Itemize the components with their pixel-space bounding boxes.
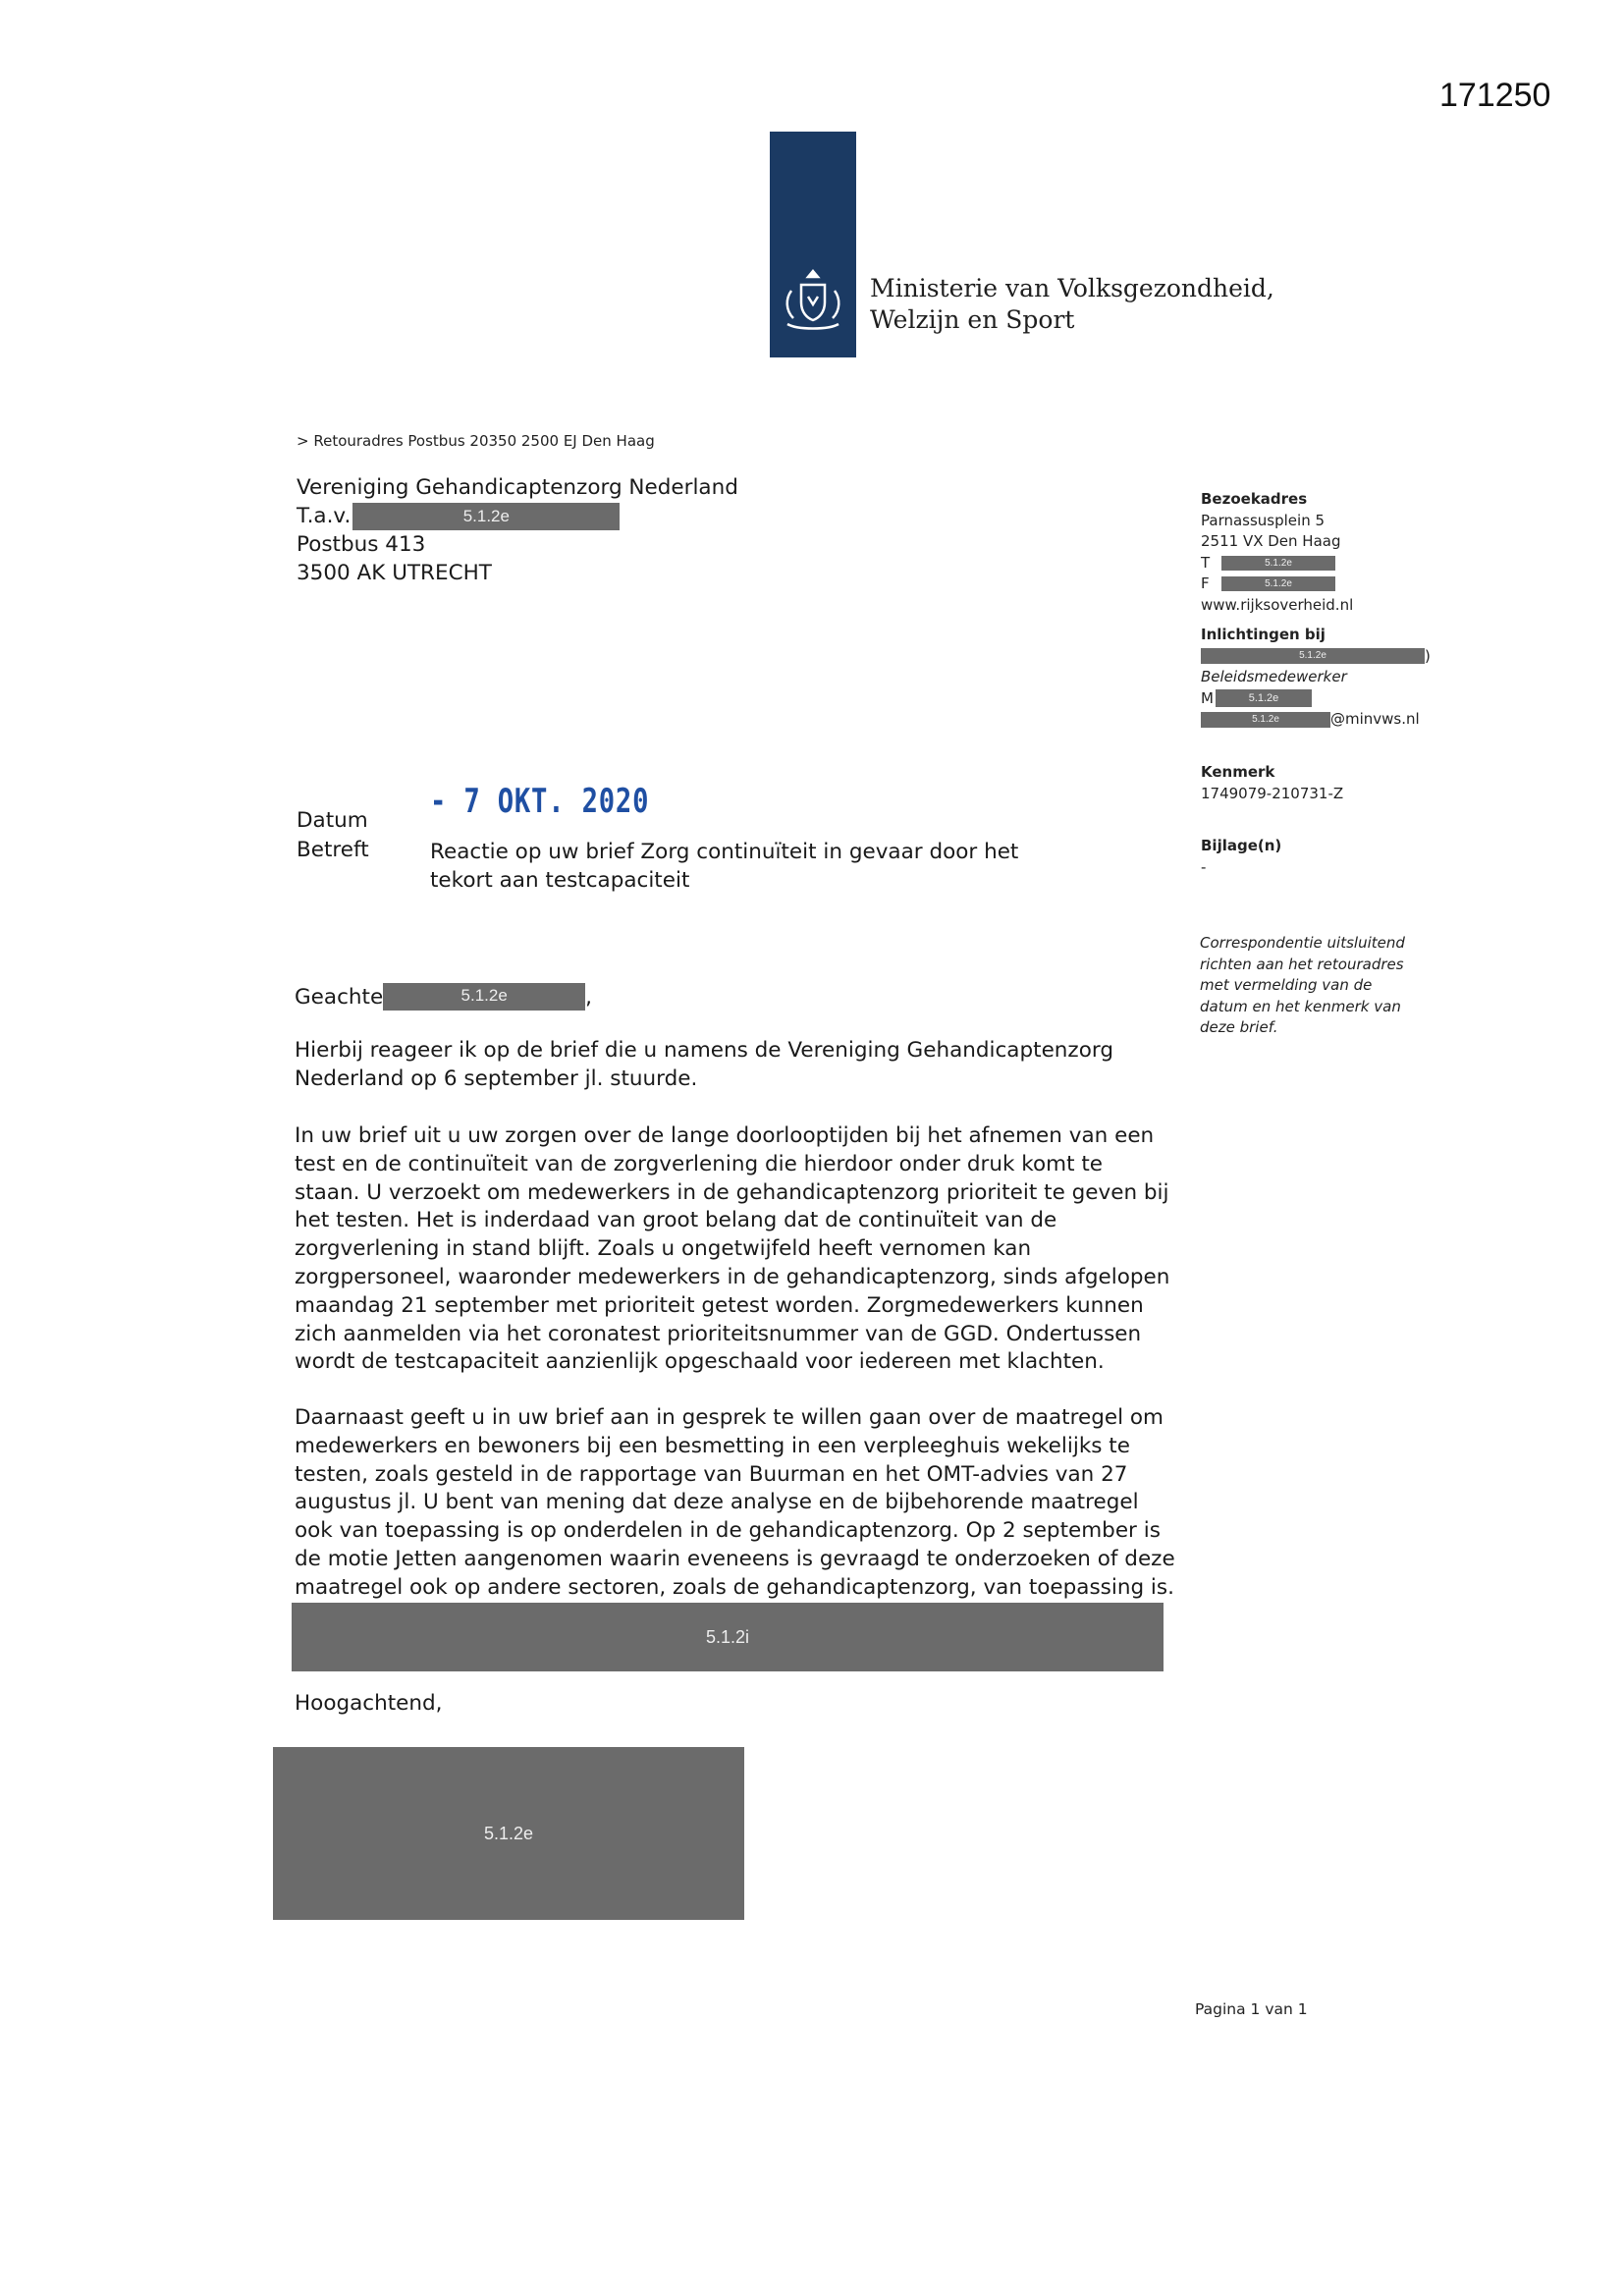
- paragraph-line: de motie Jetten aangenomen waarin eveneens is gevraagd te onderzoeken of deze: [295, 1546, 1175, 1571]
- signature-redaction: 5.1.2e: [273, 1747, 744, 1920]
- paragraph-line: Nederland op 6 september jl. stuurde.: [295, 1066, 698, 1091]
- page-number: Pagina 1 van 1: [1195, 2000, 1308, 2018]
- paragraph-2: [295, 1122, 1178, 1377]
- sidebar-reference: [1201, 762, 1343, 804]
- correspondence-line: met vermelding van de: [1200, 976, 1373, 994]
- salutation-redaction: 5.1.2e: [383, 983, 585, 1011]
- mobile-row: [1201, 688, 1431, 710]
- paragraph-line: maandag 21 september met prioriteit getest worden. Zorgmedewerkers kunnen: [295, 1292, 1144, 1318]
- tav-redaction: 5.1.2e: [352, 503, 620, 530]
- document-number: 171250: [1439, 77, 1551, 114]
- paragraph-line: augustus jl. U bent van mening dat deze analyse en de bijbehorende maatregel: [295, 1490, 1139, 1515]
- info-name-redaction: 5.1.2e: [1201, 648, 1425, 664]
- correspondence-line: richten aan het retouradres: [1200, 955, 1404, 973]
- paragraph-line: zorgpersoneel, waaronder medewerkers in de gehandicaptenzorg, sinds afgelopen: [295, 1264, 1170, 1289]
- correspondence-line: Correspondentie uitsluitend: [1200, 934, 1405, 952]
- ministry-name-line1: Ministerie van Volksgezondheid,: [870, 274, 1274, 302]
- phone-label: T: [1201, 553, 1211, 572]
- paragraph-line: ook van toepassing is op onderdelen in de gehandicaptenzorg. Op 2 september is: [295, 1518, 1161, 1544]
- subject-line2: tekort aan testcapaciteit: [430, 868, 690, 893]
- paragraph-1: [295, 1037, 1178, 1094]
- visit-title: Bezoekadres: [1201, 490, 1308, 508]
- mobile-label: M: [1201, 688, 1214, 707]
- date-label: Datum: [297, 808, 368, 833]
- paragraph-line: test en de continuïteit van de zorgverlening die hierdoor onder druk komt te: [295, 1151, 1103, 1176]
- fax-redaction: 5.1.2e: [1221, 576, 1335, 591]
- ref-title: Kenmerk: [1201, 763, 1275, 781]
- closing: Hoogachtend,: [295, 1691, 443, 1716]
- recipient-line4: 3500 AK UTRECHT: [297, 561, 492, 585]
- paragraph-line: het testen. Het is inderdaad van groot belang dat de continuïteit van de: [295, 1208, 1057, 1233]
- recipient-address: [297, 473, 738, 587]
- attach-value: -: [1201, 857, 1207, 876]
- crest-icon: [776, 263, 850, 338]
- salutation: [295, 983, 592, 1011]
- visit-line2: 2511 VX Den Haag: [1201, 532, 1341, 550]
- paragraph-3: [295, 1404, 1178, 1603]
- salutation-text: Geachte: [295, 984, 384, 1010]
- info-name-row: [1201, 646, 1431, 668]
- fax-row: [1201, 574, 1353, 595]
- attach-title: Bijlage(n): [1201, 837, 1282, 854]
- paragraph-line: Hierbij reageer ik op de brief die u namens de Vereniging Gehandicaptenzorg: [295, 1038, 1113, 1063]
- body-redaction: 5.1.2i: [292, 1603, 1164, 1671]
- recipient-line1: Vereniging Gehandicaptenzorg Nederland: [297, 475, 738, 500]
- info-close-paren: ): [1425, 646, 1431, 665]
- mobile-redaction: 5.1.2e: [1216, 689, 1312, 707]
- subject-line1: Reactie op uw brief Zorg continuïteit in gevaar door het: [430, 840, 1019, 864]
- paragraph-line: In uw brief uit u uw zorgen over de lange doorlooptijden bij het afnemen van een: [295, 1123, 1155, 1148]
- phone-row: [1201, 553, 1353, 574]
- correspondence-line: datum en het kenmerk van: [1200, 997, 1401, 1015]
- email-suffix: @minvws.nl: [1330, 710, 1420, 728]
- return-address: > Retouradres Postbus 20350 2500 EJ Den Haag: [297, 432, 655, 450]
- website: www.rijksoverheid.nl: [1201, 595, 1354, 614]
- ministry-name: [870, 273, 1274, 336]
- email-redaction: 5.1.2e: [1201, 712, 1330, 728]
- correspondence-line: deze brief.: [1200, 1018, 1278, 1036]
- sidebar-info: [1201, 625, 1431, 731]
- sidebar-attachments: [1201, 836, 1281, 878]
- correspondence-note: [1200, 933, 1435, 1039]
- paragraph-line: staan. U verzoekt om medewerkers in de gehandicaptenzorg prioriteit te geven bij: [295, 1179, 1169, 1205]
- info-title: Inlichtingen bij: [1201, 626, 1326, 643]
- recipient-tav: [297, 502, 738, 530]
- salutation-comma: ,: [585, 984, 593, 1010]
- paragraph-line: testen, zoals gesteld in de rapportage van Buurman en het OMT-advies van 27: [295, 1461, 1128, 1487]
- email-row: [1201, 709, 1431, 731]
- paragraph-line: zorgverlening in stand blijft. Zoals u ongetwijfeld heeft vernomen kan: [295, 1236, 1032, 1262]
- paragraph-line: wordt de testcapaciteit aanzienlijk opgeschaald voor iedereen met klachten.: [295, 1349, 1105, 1375]
- date-stamp: - 7 OKT. 2020: [430, 782, 650, 821]
- paragraph-line: medewerkers en bewoners bij een besmetting in een verpleeghuis wekelijks te: [295, 1433, 1130, 1458]
- ministry-name-line2: Welzijn en Sport: [870, 305, 1075, 334]
- subject-label: Betreft: [297, 838, 369, 862]
- paragraph-line: maatregel ook op andere sectoren, zoals de gehandicaptenzorg, van toepassing is.: [295, 1574, 1174, 1600]
- ref-value: 1749079-210731-Z: [1201, 784, 1344, 802]
- paragraph-line: Daarnaast geeft u in uw brief aan in gesprek te willen gaan over de maatregel om: [295, 1405, 1164, 1430]
- tav-label: T.a.v.: [297, 504, 352, 528]
- recipient-line3: Postbus 413: [297, 532, 426, 557]
- sidebar-visit: [1201, 489, 1353, 616]
- phone-redaction: 5.1.2e: [1221, 556, 1335, 571]
- paragraph-line: zich aanmelden via het coronatest prioriteitsnummer van de GGD. Ondertussen: [295, 1321, 1142, 1346]
- info-role: Beleidsmedewerker: [1201, 668, 1347, 685]
- visit-line1: Parnassusplein 5: [1201, 511, 1326, 529]
- fax-label: F: [1201, 574, 1210, 592]
- subject: [430, 838, 1137, 895]
